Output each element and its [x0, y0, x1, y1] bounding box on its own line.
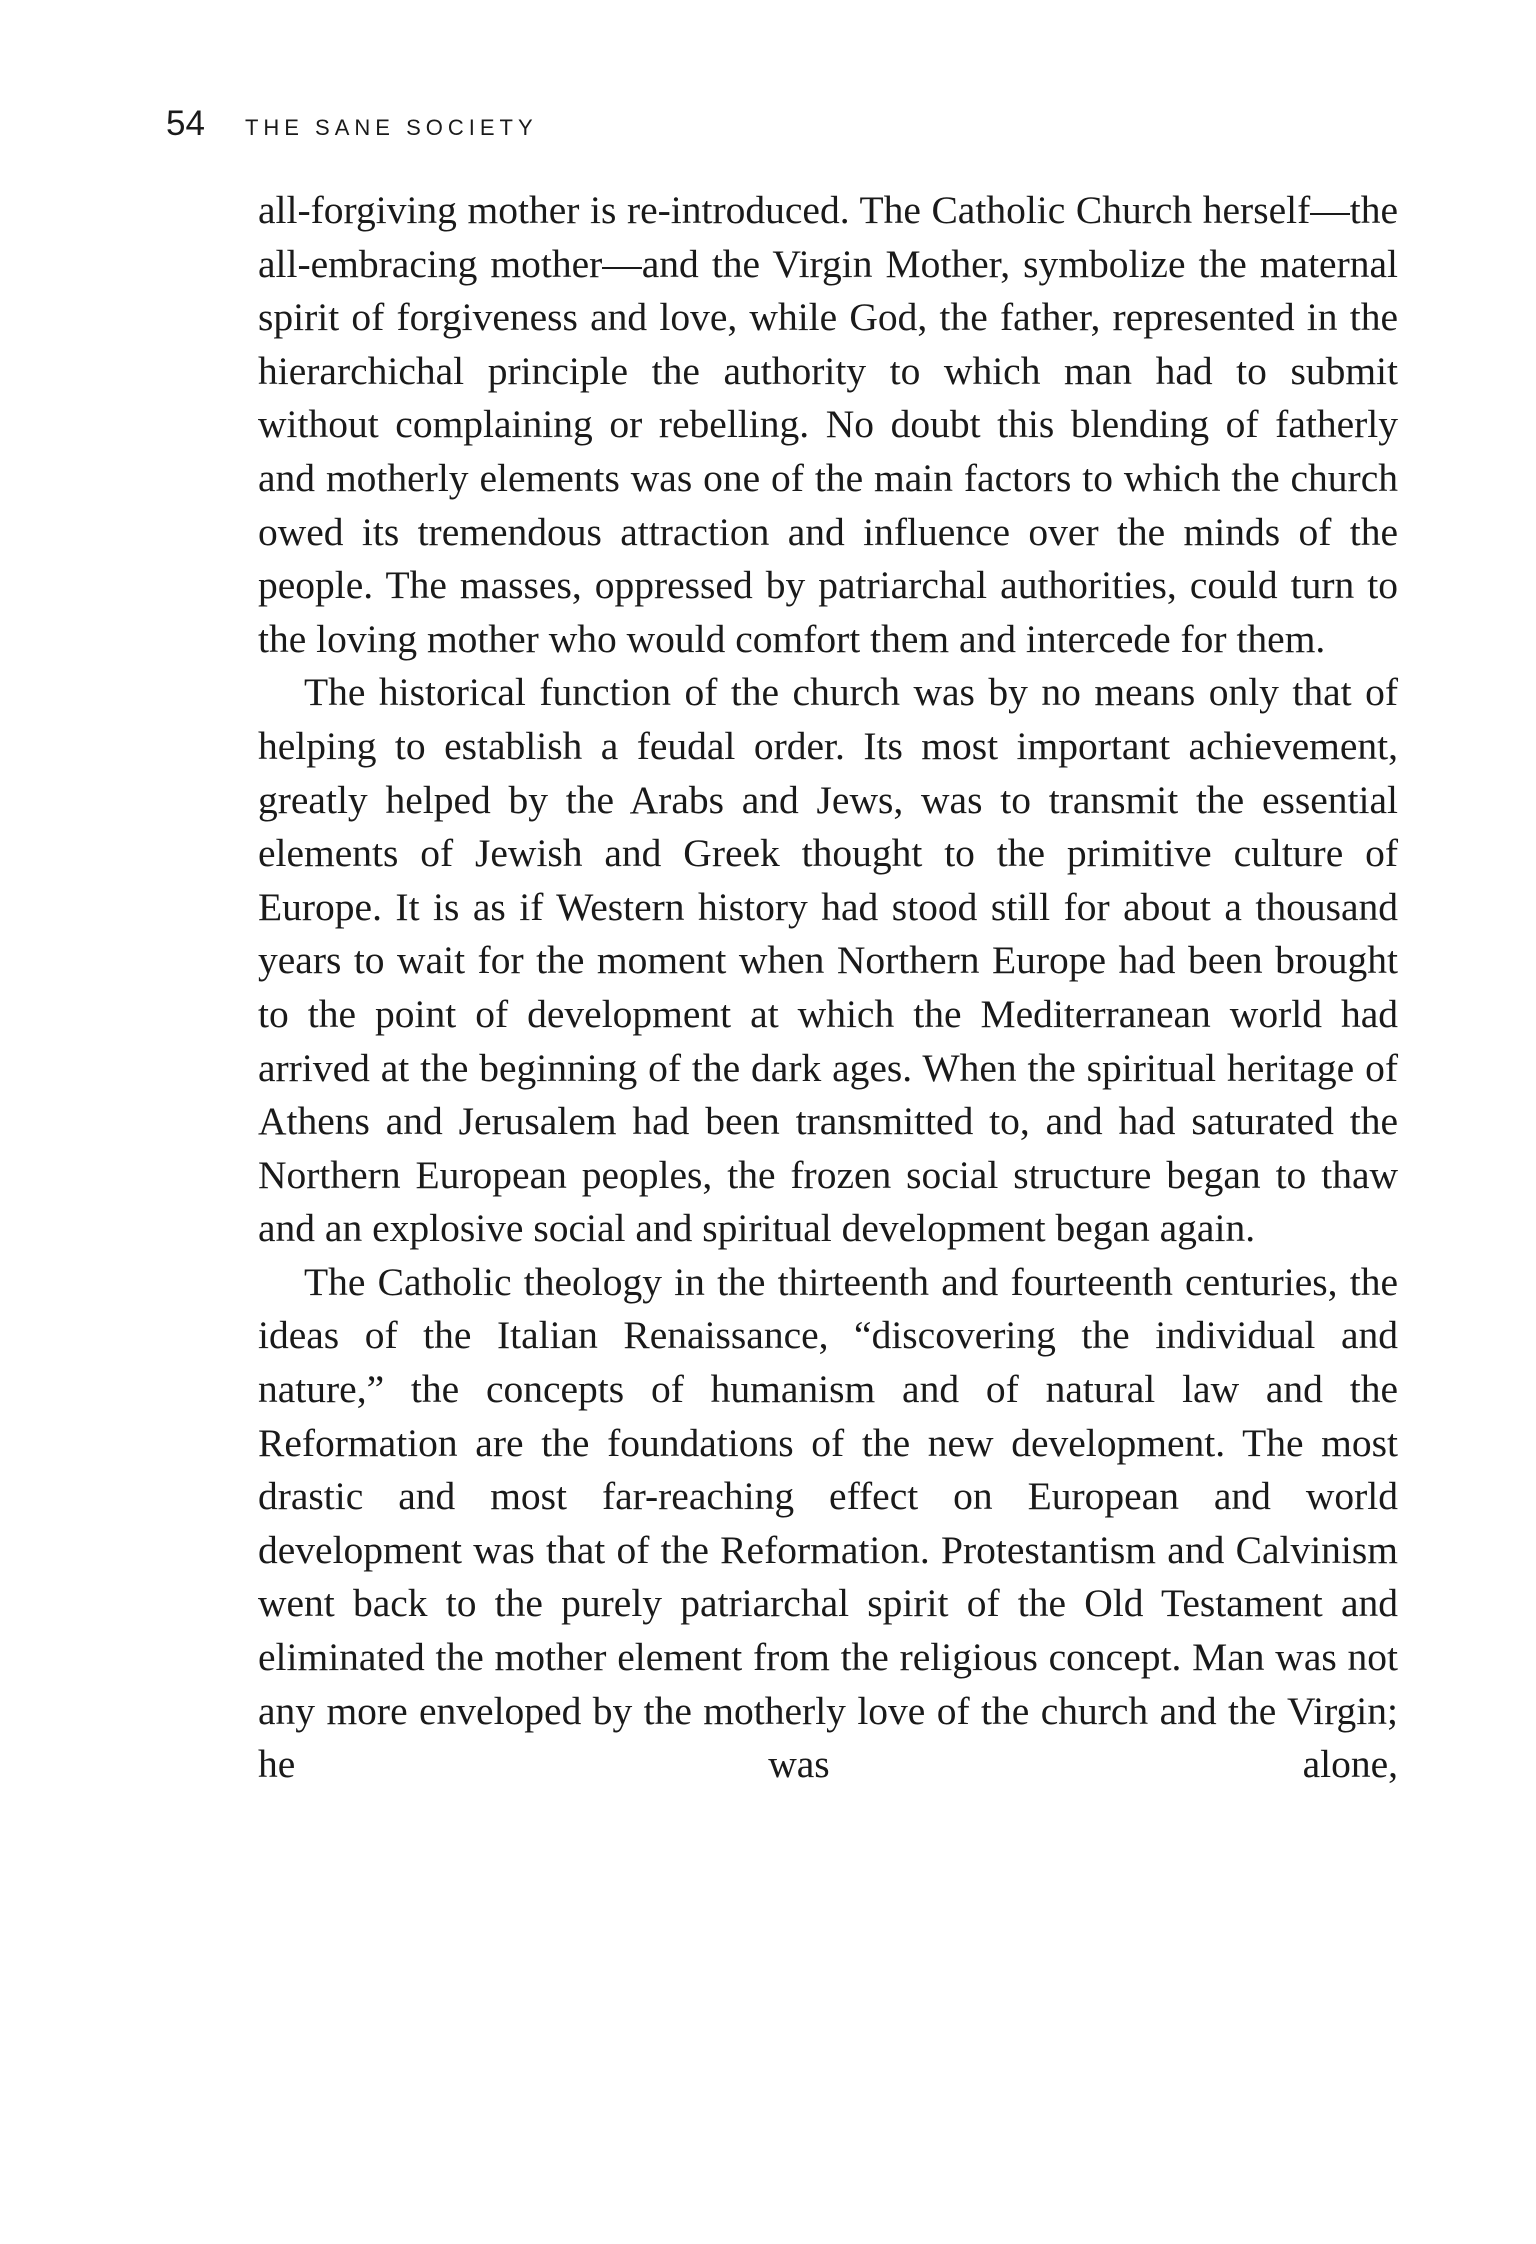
paragraph-2: The historical function of the church was by no means only that of helping to establish a feudal order. Its most important achievement, greatly helped by the Arabs and Jews, was to transmit the essential elements of Jewish and Greek thought to the primitive culture of Europe. It is as if Western history had stood still for about a thousand years to wait for the moment when Northern Europe had been brought to the point of development at which the Mediterranean world had arrived at the beginning of the dark ages. When the spiritual heritage of Athens and Jerusalem had been transmitted to, and had saturated the Northern European peoples, the frozen social structure began to thaw and an explosive social and spiritual development began again.	[258, 670, 1398, 1251]
running-title: THE SANE SOCIETY	[244, 115, 538, 140]
paragraph-3: The Catholic theology in the thirteenth and fourteenth centuries, the ideas of the Italian Renaissance, “discovering the individual and nature,” the concepts of humanism and of natural law and the Reformation are the foundations of the new development. The most drastic and most far-reaching effect on European and world development was that of the Reformation. Protestantism and Calvinism went back to the purely patriarchal spirit of the Old Testament and eliminated the mother element from the religious concept. Man was not any more enveloped by the motherly love of the church and the Virgin; he was alone,	[258, 1259, 1398, 1787]
body-text	[258, 184, 1398, 1792]
paragraph-1: all-forgiving mother is re-introduced. The Catholic Church herself—the all-embracing mother—and the Virgin Mother, symbolize the maternal spirit of forgiveness and love, while God, the father, represented in the hierarchichal principle the authority to which man had to submit without complaining or rebelling. No doubt this blending of fatherly and motherly elements was one of the main factors to which the church owed its tremendous attraction and influence over the minds of the people. The masses, oppressed by patriarchal authorities, could turn to the loving mother who would comfort them and intercede for them.	[258, 188, 1398, 661]
page-number: 54	[166, 104, 205, 143]
running-head	[166, 104, 538, 144]
